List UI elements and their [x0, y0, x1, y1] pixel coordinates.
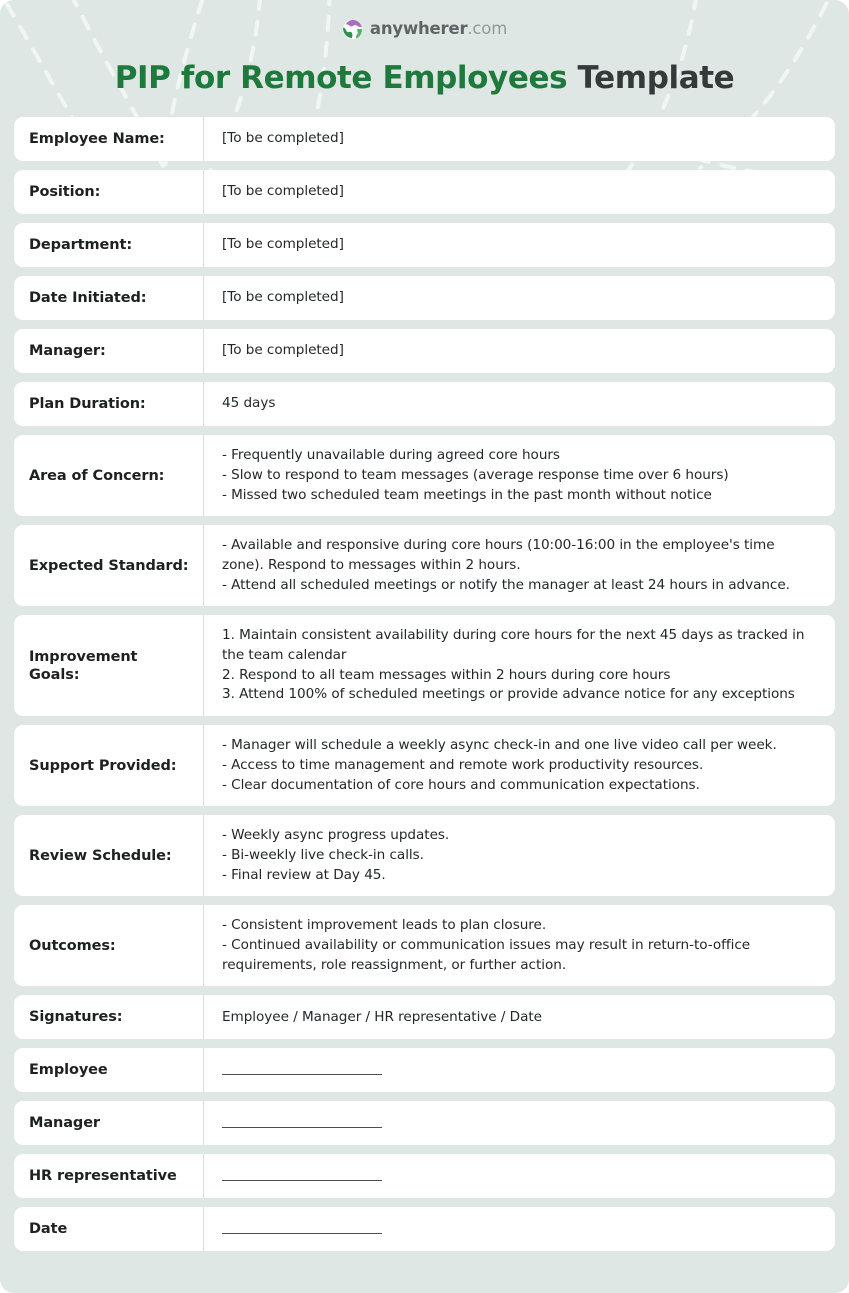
table-row [14, 1207, 835, 1251]
row-value [204, 382, 835, 426]
table-row [14, 525, 835, 606]
brand-tld: .com [467, 18, 508, 38]
row-value-line: - Consistent improvement leads to plan closure. [222, 917, 547, 934]
row-label: Review Schedule: [14, 815, 204, 896]
table-row [14, 615, 835, 716]
table-row [14, 329, 835, 373]
row-value [204, 435, 835, 516]
row-value [204, 815, 835, 896]
row-value-line: [To be completed] [222, 289, 344, 306]
row-value [204, 525, 835, 606]
page-header [0, 0, 849, 95]
table-row [14, 223, 835, 267]
table-row [14, 995, 835, 1039]
table-row [14, 725, 835, 806]
row-value [204, 725, 835, 806]
row-value-line: - Clear documentation of core hours and communication expectations. [222, 776, 700, 793]
signature-field[interactable] [204, 1048, 835, 1092]
row-label: Outcomes: [14, 905, 204, 986]
row-value [204, 170, 835, 214]
row-label: Plan Duration: [14, 382, 204, 426]
row-label: Signatures: [14, 995, 204, 1039]
row-label: Improvement Goals: [14, 615, 204, 716]
table-row [14, 905, 835, 986]
row-value-line: - Frequently unavailable during agreed core hours [222, 447, 560, 464]
signature-line[interactable] [222, 1074, 382, 1075]
row-label: Date Initiated: [14, 276, 204, 320]
row-value-line: - Continued availability or communication issues may result in return-to-office requirements, role reassignment, or further action. [222, 937, 755, 973]
row-label: Employee Name: [14, 117, 204, 161]
row-value-line: 2. Respond to all team messages within 2 hours during core hours [222, 666, 671, 683]
row-value-line: [To be completed] [222, 236, 344, 253]
row-value-line: [To be completed] [222, 183, 344, 200]
row-value-line: 45 days [222, 395, 276, 412]
row-value [204, 117, 835, 161]
signature-field[interactable] [204, 1101, 835, 1145]
row-value-line: - Missed two scheduled team meetings in the past month without notice [222, 486, 712, 503]
row-label: Support Provided: [14, 725, 204, 806]
row-label: Manager: [14, 329, 204, 373]
row-value [204, 329, 835, 373]
table-row [14, 1048, 835, 1092]
row-value [204, 995, 835, 1039]
row-label: Area of Concern: [14, 435, 204, 516]
signature-line[interactable] [222, 1233, 382, 1234]
row-value-line: - Weekly async progress updates. [222, 827, 450, 844]
signature-field[interactable] [204, 1207, 835, 1251]
table-row [14, 276, 835, 320]
page-title-highlight: PIP for Remote Employees [114, 60, 568, 96]
table-row [14, 1101, 835, 1145]
signature-line[interactable] [222, 1127, 382, 1128]
row-label: Date [14, 1207, 204, 1251]
row-value-line: - Attend all scheduled meetings or notify the manager at least 24 hours in advance. [222, 576, 790, 593]
row-label: Employee [14, 1048, 204, 1092]
row-value [204, 223, 835, 267]
globe-icon [342, 19, 363, 40]
table-row [14, 170, 835, 214]
row-label: Position: [14, 170, 204, 214]
table-row [14, 1154, 835, 1198]
row-value-line: Employee / Manager / HR representative / Date [222, 1008, 542, 1025]
brand-wordmark [369, 18, 508, 38]
page-title-suffix: Template [567, 60, 735, 96]
row-value-line: - Available and responsive during core hours (10:00-16:00 in the employee's time zone). Respond to messages within 2 hours. [222, 537, 779, 573]
row-value-line: - Final review at Day 45. [222, 866, 386, 883]
row-label: Manager [14, 1101, 204, 1145]
row-label: Expected Standard: [14, 525, 204, 606]
signature-line[interactable] [222, 1180, 382, 1181]
row-label: Department: [14, 223, 204, 267]
table-row [14, 117, 835, 161]
row-value-line: [To be completed] [222, 130, 344, 147]
table-row [14, 815, 835, 896]
row-value-line: - Bi-weekly live check-in calls. [222, 846, 424, 863]
page-title [0, 61, 849, 95]
row-value-line: - Access to time management and remote work productivity resources. [222, 756, 704, 773]
table-row [14, 435, 835, 516]
signature-field[interactable] [204, 1154, 835, 1198]
row-value-line: 3. Attend 100% of scheduled meetings or provide advance notice for any exceptions [222, 686, 795, 703]
table-row [14, 382, 835, 426]
brand-name: anywherer [369, 18, 468, 38]
pip-template-table [14, 117, 835, 1251]
row-value-line: [To be completed] [222, 342, 344, 359]
row-value [204, 615, 835, 716]
row-value-line: 1. Maintain consistent availability during core hours for the next 45 days as tracked in the team calendar [222, 627, 809, 664]
brand-logo[interactable] [0, 16, 849, 42]
row-value-line: - Slow to respond to team messages (average response time over 6 hours) [222, 466, 729, 483]
row-label: HR representative [14, 1154, 204, 1198]
row-value [204, 276, 835, 320]
row-value-line: - Manager will schedule a weekly async check-in and one live video call per week. [222, 737, 777, 754]
row-value [204, 905, 835, 986]
